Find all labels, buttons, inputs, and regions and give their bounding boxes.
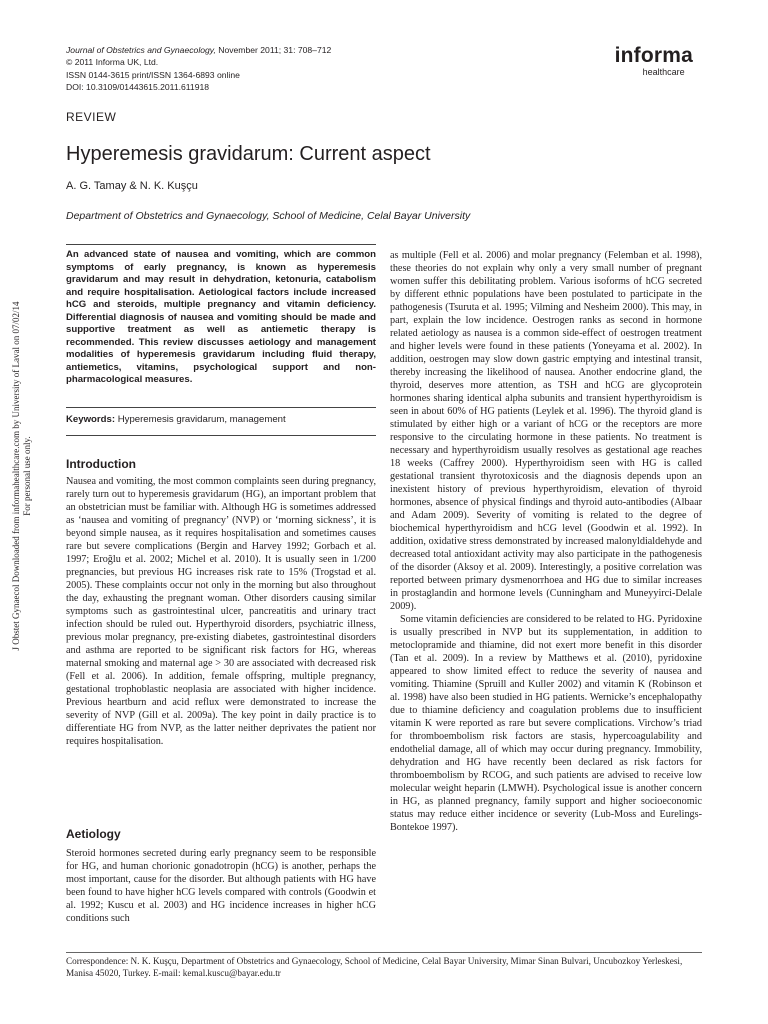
issn-line: ISSN 0144-3615 print/ISSN 1364-6893 online	[66, 69, 240, 80]
authors: A. G. Tamay & N. K. Kuşçu	[66, 180, 198, 192]
publisher-logo	[615, 45, 693, 77]
watermark-line-1: J Obstet Gynaecol Downloaded from informahealthcare.com by University of Laval on 07/02/14	[11, 301, 21, 651]
publisher-subname: healthcare	[642, 67, 685, 77]
doi-line: DOI: 10.3109/01443615.2011.611918	[66, 82, 210, 93]
abstract-top-rule	[66, 244, 376, 245]
footnote-rule	[66, 952, 702, 953]
introduction-text: Nausea and vomiting, the most common complaints seen during pregnancy, rarely turn out to hyperemesis gravidarum (HG), an important problem that an obstetrician must be familiar with. Although HG is sometimes addressed as ‘nausea and vomiting of pregnancy’ (NVP) or ‘morning sickness’, it is beyond simple nausea, as it requires hospitalisation and sometimes causes rare but severe complications (Bergin and Harvey 1992; Gorbach et al. 1997; Eroğlu et al. 2002; Michel et al. 2010). It is usually seen in 1/200 pregnancies, but previous HG increases risk rate to 15% (Trogstad et al. 2005). These complaints occur not only in the morning but also throughout the day, exhausting the pregnant woman. Other disorders causing similar symptoms such as gastrointestinal ulcer, pancreatitis and urinary tract infection should be ruled out. Hyperthyroid disorders, psychiatric illness, previous molar pregnancy, pre-existing diabetes, gastrointestinal disorders and asthma are reported to be significant risk factors for HG, whereas maternal smoking and maternal age > 30 are associated with decreased risk (Fell et al. 2006). In addition, female offspring, multiple pregnancy, gestational trophoblastic neoplasia are associated with higher incidence. Previous heartburn and acid reflux were demonstrated to increase the severity of NVP (Gill et al. 2009a). The key point in daily practice is to differentiate HG from NVP, as the latter neither deprivates the patient nor requires hospitalisation.	[66, 476, 376, 747]
keywords-value: Hyperemesis gravidarum, management	[115, 414, 286, 425]
publisher-name: informa	[614, 44, 693, 67]
watermark-line-2: For personal use only.	[22, 436, 32, 516]
abstract: An advanced state of nausea and vomiting, which are common symptoms of early pregnancy, is known as hyperemesis gravidarum and may result in dehydration, ketonuria, catabolism and require hospitalisation. Aetiological factors include increased hCG and steroids, multiple pregnancy and vitamin deficiency. Differential diagnosis of nausea and vomiting should be made and supportive treatment as well as antiemetic therapy is recommended. This review discusses aetiology and management modalities of hyperemesis gravidarum including fluid therapy, antiemetics, vitamins, psychological support and non-pharmacological measures.	[66, 249, 376, 385]
article-title: Hyperemesis gravidarum: Current aspect	[66, 143, 431, 165]
keywords-rule	[66, 435, 376, 436]
copyright-line: © 2011 Informa UK, Ltd.	[66, 57, 159, 68]
aetiology-continued-paragraph: as multiple (Fell et al. 2006) and molar pregnancy (Felemban et al. 1998), these theories do not explain why only a very small number of pregnant women suffer this debilitating problem. Various isoforms of hCG secreted by different ethnic populations have been postulated to participate in the pathogenesis (Tsuruta et al. 1995; Vilming and Nesheim 2000). This may, in part, explain the low incidence. Oestrogen ranks as second in hormone related aetiology as nausea is a common side-effect of oestrogen treatment and higher levels were found in these patients (Yoneyama et al. 2002). In addition, oestrogen may slow down gastric emptying and intestinal transit, thereby increasing the likelihood of nausea. Another endocrine gland, the thyroid, deserves more attention, as TSH and hCG are glycoprotein hormones sharing identical alpha subunits and transient hyperthyroidism is seen in about 60% of HG patients (Leylek et al. 1996). The thyroid gland is stimulated by either high or a variant of hCG or the receptors are more responsive to the circulating hormone in these patients. No treatment is necessary and hyperthyroidism usually resolves as gestational age reaches 18 weeks (Caffrey 2000). Hyperthyroidism seen with HG is called gestational transient thyrotoxicosis and the diagnosis depends upon an inexistent history of previous hyperthyroidism, elevation of thyroid hormones, absence of physical findings and thyroid auto-antibodies (Albaar and Adam 2009). Severity of vomiting is related to the degree of biochemical hyperthyroidism and hCG level (Goodwin et al. 1992). In addition, oxidative stress demonstrated by increased malonyldialdehyde and decreased total antioxidant activity may also participate in the pathogenesis of the disorder (Aksoy et al. 2009). Interestingly, a positive correlation was reported between primary dysmenorrhoea and HG due to similar increases in prostaglandin and hormone levels (Cunningham and Muneyyirci-Delale 2009).	[390, 250, 702, 612]
aetiology-text: Steroid hormones secreted during early pregnancy seem to be responsible for HG, and human chorionic gonadotropin (hCG) is another, perhaps the most important, cause for the disorder. But although patients with HG have been found to have higher hCG levels compared with controls (Goodwin et al. 1992; Kuscu et al. 2003) and HG incidence increases in higher hCG conditions such	[66, 848, 376, 924]
article-type: REVIEW	[66, 110, 117, 124]
keywords-label: Keywords:	[66, 414, 116, 425]
correspondence-footnote: Correspondence: N. K. Kuşçu, Department of Obstetrics and Gynaecology, School of Medicine, Celal Bayar University, Mimar Sinan Bulvari, Uncubozkoy Yerleskesi, Manisa 45020, Turkey. E-mail: kemal.kuscu@bayar.edu.tr	[66, 956, 683, 978]
abstract-bottom-rule	[66, 407, 376, 408]
journal-citation	[66, 44, 331, 94]
keywords	[66, 414, 376, 425]
download-watermark	[0, 0, 30, 1024]
right-column-text	[390, 249, 702, 834]
aetiology-heading: Aetiology	[66, 827, 121, 841]
journal-name: Journal of Obstetrics and Gynaecology,	[66, 45, 216, 55]
vitamin-paragraph: Some vitamin deficiencies are considered to be related to HG. Pyridoxine is usually prescribed in NVP but its supplementation, in addition to metoclopramide and thiamine, did not exert more benefit in this disorder (Tan et al. 2009). In a review by Matthews et al. (2010), pyridoxine appeared to show limited effect to reduce the severity of nausea and vomiting. Thiamine (Spruill and Kuller 2002) and vitamin K (Robinson et al. 1998) have also been studied in HG patients. Wernicke’s encephalopathy due to thiamine deficiency and coagulation problems due to insufficient vitamin K were reported as rare but severe complications. Virchow’s triad for thromboembolism risk factors are stasis, hypercoagulability and endothelial damage, all of which may occur during pregnancy. Immobility, dehydration and HG have recently been declared as risk factors for thromboembolism by RCOG, and such patients are advised to receive low molecular weight heparin (LMWH). Psychological issue is another concern in HG, as planned pregnancy, family support and higher socioeconomic status may reduce either incidence or severity (Lub-Moss and Eurelings-Bontekoe 1997).	[390, 614, 702, 833]
journal-issue: November 2011; 31: 708–712	[215, 45, 332, 55]
affiliation: Department of Obstetrics and Gynaecology, School of Medicine, Celal Bayar University	[66, 210, 471, 222]
introduction-heading: Introduction	[66, 457, 136, 471]
